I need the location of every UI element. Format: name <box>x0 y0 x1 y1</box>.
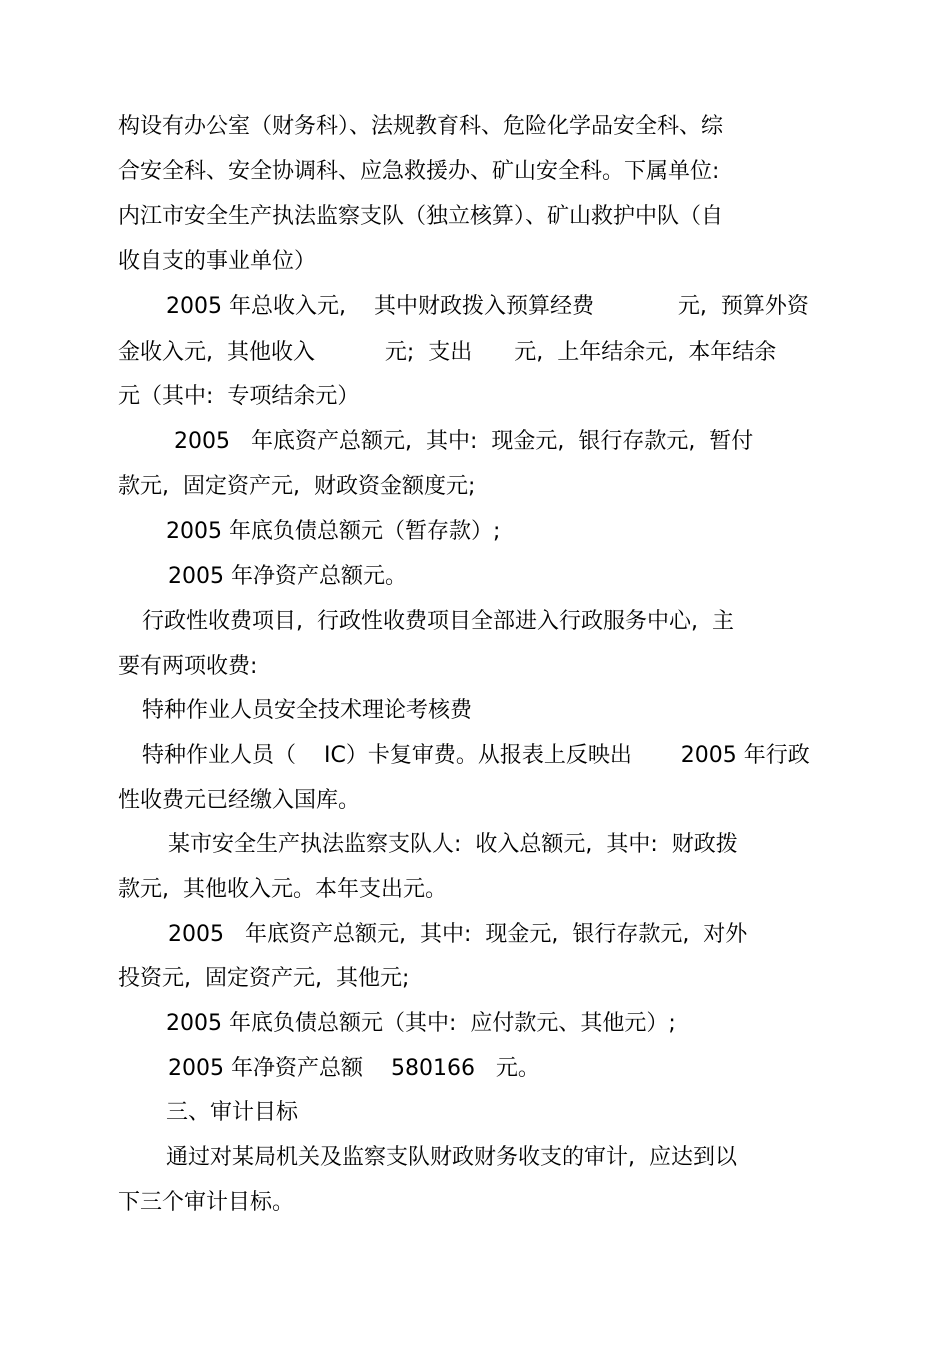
text-line: 款元, 其他收入元。本年支出元。 <box>118 877 447 902</box>
text-line: 2005 年底资产总额元, 其中: 现金元, 银行存款元, 对外 <box>168 922 748 947</box>
text-line: 2005 年净资产总额 580166 元。 <box>168 1056 540 1081</box>
section-heading: 三、审计目标 <box>166 1100 299 1125</box>
text-line: 性收费元已经缴入国库。 <box>118 788 361 813</box>
text-line: 2005 年底负债总额元（暂存款）; <box>166 519 501 544</box>
text-line: 行政性收费项目, 行政性收费项目全部进入行政服务中心, 主 <box>142 609 734 634</box>
text-line: 2005 年总收入元, 其中财政拨入预算经费 元, 预算外资 <box>166 294 809 319</box>
text-line: 款元, 固定资产元, 财政资金额度元; <box>118 474 476 499</box>
text-line: 投资元, 固定资产元, 其他元; <box>118 966 410 991</box>
text-line: 合安全科、安全协调科、应急救援办、矿山安全科。下属单位: <box>118 159 720 184</box>
text-line: 某市安全生产执法监察支队人: 收入总额元, 其中: 财政拨 <box>168 832 738 857</box>
text-line: 元（其中: 专项结余元） <box>118 384 360 409</box>
text-line: 构设有办公室（财务科）、法规教育科、危险化学品安全科、综 <box>118 114 724 139</box>
text-line: 要有两项收费: <box>118 654 258 679</box>
text-line: 金收入元, 其他收入 元; 支出 元, 上年结余元, 本年结余 <box>118 340 777 365</box>
text-line: 通过对某局机关及监察支队财政财务收支的审计, 应达到以 <box>166 1145 737 1170</box>
text-line: 内江市安全生产执法监察支队（独立核算）、矿山救护中队（自 <box>118 204 724 229</box>
text-line: 特种作业人员（ IC）卡复审费。从报表上反映出 2005 年行政 <box>142 743 810 768</box>
text-line: 2005 年底负债总额元（其中: 应付款元、其他元）; <box>166 1011 676 1036</box>
text-line: 2005 年底资产总额元, 其中: 现金元, 银行存款元, 暂付 <box>174 429 754 454</box>
text-line: 特种作业人员安全技术理论考核费 <box>142 698 473 723</box>
text-line: 收自支的事业单位） <box>118 249 317 274</box>
text-line: 下三个审计目标。 <box>118 1190 295 1215</box>
text-line: 2005 年净资产总额元。 <box>168 564 407 589</box>
